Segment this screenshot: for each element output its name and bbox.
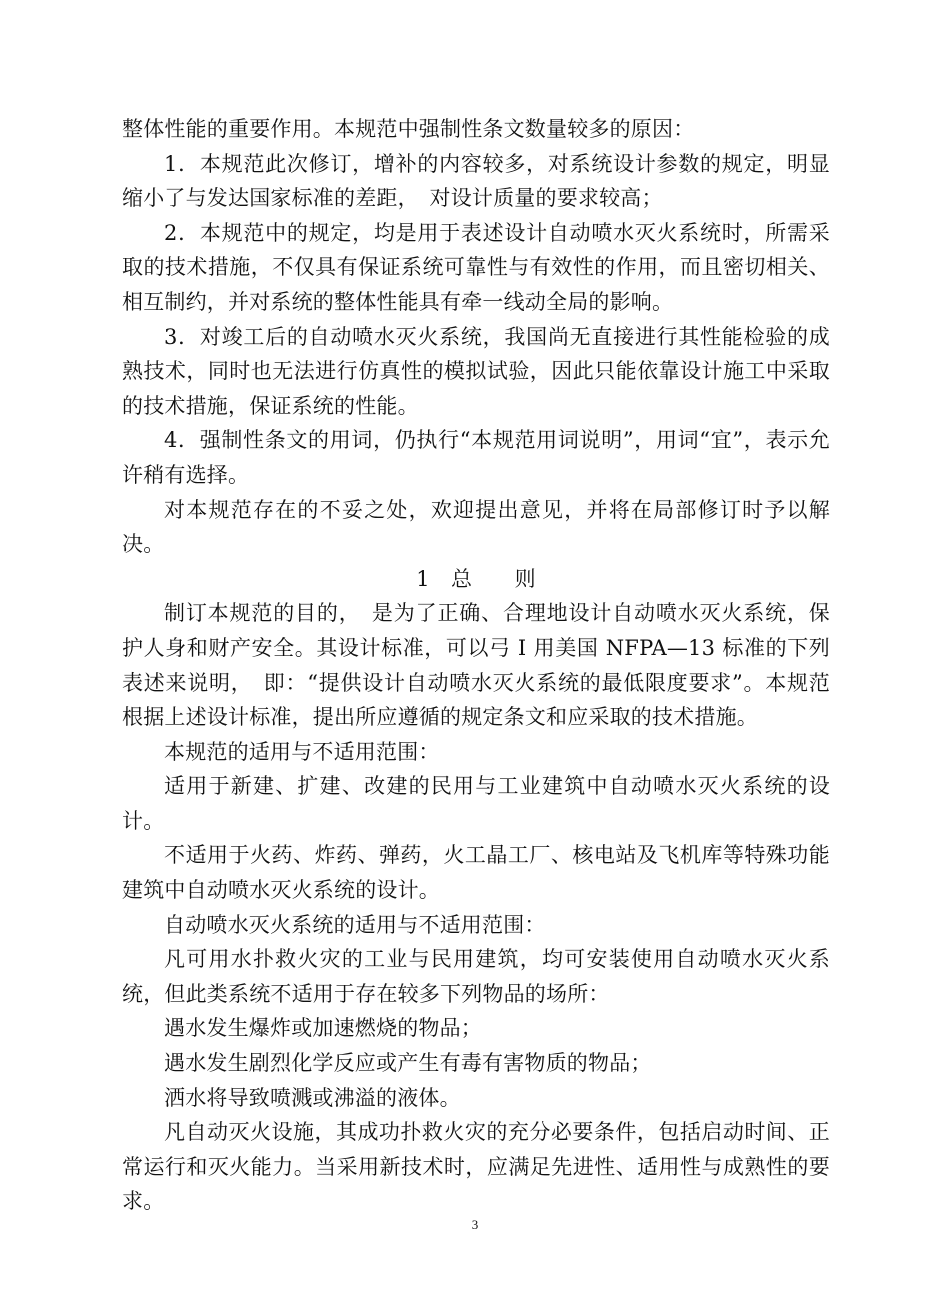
paragraph-continuation: 整体性能的重要作用。本规范中强制性条文数量较多的原因：: [122, 117, 695, 141]
list-item: 遇水发生爆炸或加速燃烧的物品；: [164, 1016, 482, 1041]
paragraph-conditions: 凡自动灭火设施，其成功扑救火灾的充分必要条件，包括启动时间、正常运行和灭火能力。当采用新技术时，应满足先进性、适用性与成熟性的要求。: [122, 1120, 830, 1214]
paragraph-reason-2: 2．本规范中的规定，均是用于表述设计自动喷水灭火系统时，所需采取的技术措施，不仅具有保证系统可靠性与有效性的作用，而且密切相关、相互制约，并对系统的整体性能具有牵一线动全局的影响。: [122, 220, 830, 314]
paragraph-reason-1: 1．本规范此次修订，增补的内容较多，对系统设计参数的规定，明显缩小了与发达国家标准的差距， 对设计质量的要求较高；: [122, 151, 830, 211]
paragraph-purpose: 制订本规范的目的， 是为了正确、合理地设计自动喷水灭火系统，保护人身和财产安全。其设计标准，可以弓 I 用美国 NFPA—13 标准的下列表述来说明， 即：“提供设计自动喷水灭火系统的最低限度要求”。本规范根据上述设计标准，提出所应遵循的规定条文和应采取的技术措施。: [122, 601, 830, 730]
list-item: 洒水将导致喷溅或沸溢的液体。: [164, 1085, 461, 1110]
paragraph-reason-4: 4．强制性条文的用词，仍执行“本规范用词说明”，用词“宜”，表示允许稍有选择。: [122, 428, 830, 487]
list-item: 遇水发生剧烈化学反应或产生有毒有害物质的物品；: [164, 1051, 652, 1076]
paragraph-applicable: 适用于新建、扩建、改建的民用与工业建筑中自动喷水灭火系统的设计。: [122, 774, 830, 833]
paragraph-feedback: 对本规范存在的不妥之处，欢迎提出意见，并将在局部修订时予以解决。: [122, 497, 830, 557]
page-number: 3: [471, 1217, 479, 1232]
paragraph-reason-3: 3．对竣工后的自动喷水灭火系统，我国尚无直接进行其性能检验的成熟技术，同时也无法进行仿真性的模拟试验，因此只能依靠设计施工中采取的技术措施，保证系统的性能。: [122, 324, 830, 418]
paragraph-not-applicable: 不适用于火药、炸药、弹药，火工晶工厂、核电站及飞机库等特殊功能建筑中自动喷水灭火系统的设计。: [122, 843, 830, 903]
page-content: [122, 112, 830, 1219]
paragraph-system-scope: 凡可用水扑救火灾的工业与民用建筑，均可安装使用自动喷水灭火系统，但此类系统不适用于存在较多下列物品的场所：: [122, 947, 830, 1006]
section-heading: 1 总 则: [416, 566, 536, 591]
paragraph-system-scope-title: 自动喷水灭火系统的适用与不适用范围：: [164, 912, 546, 937]
paragraph-scope-title: 本规范的适用与不适用范围：: [164, 739, 440, 764]
